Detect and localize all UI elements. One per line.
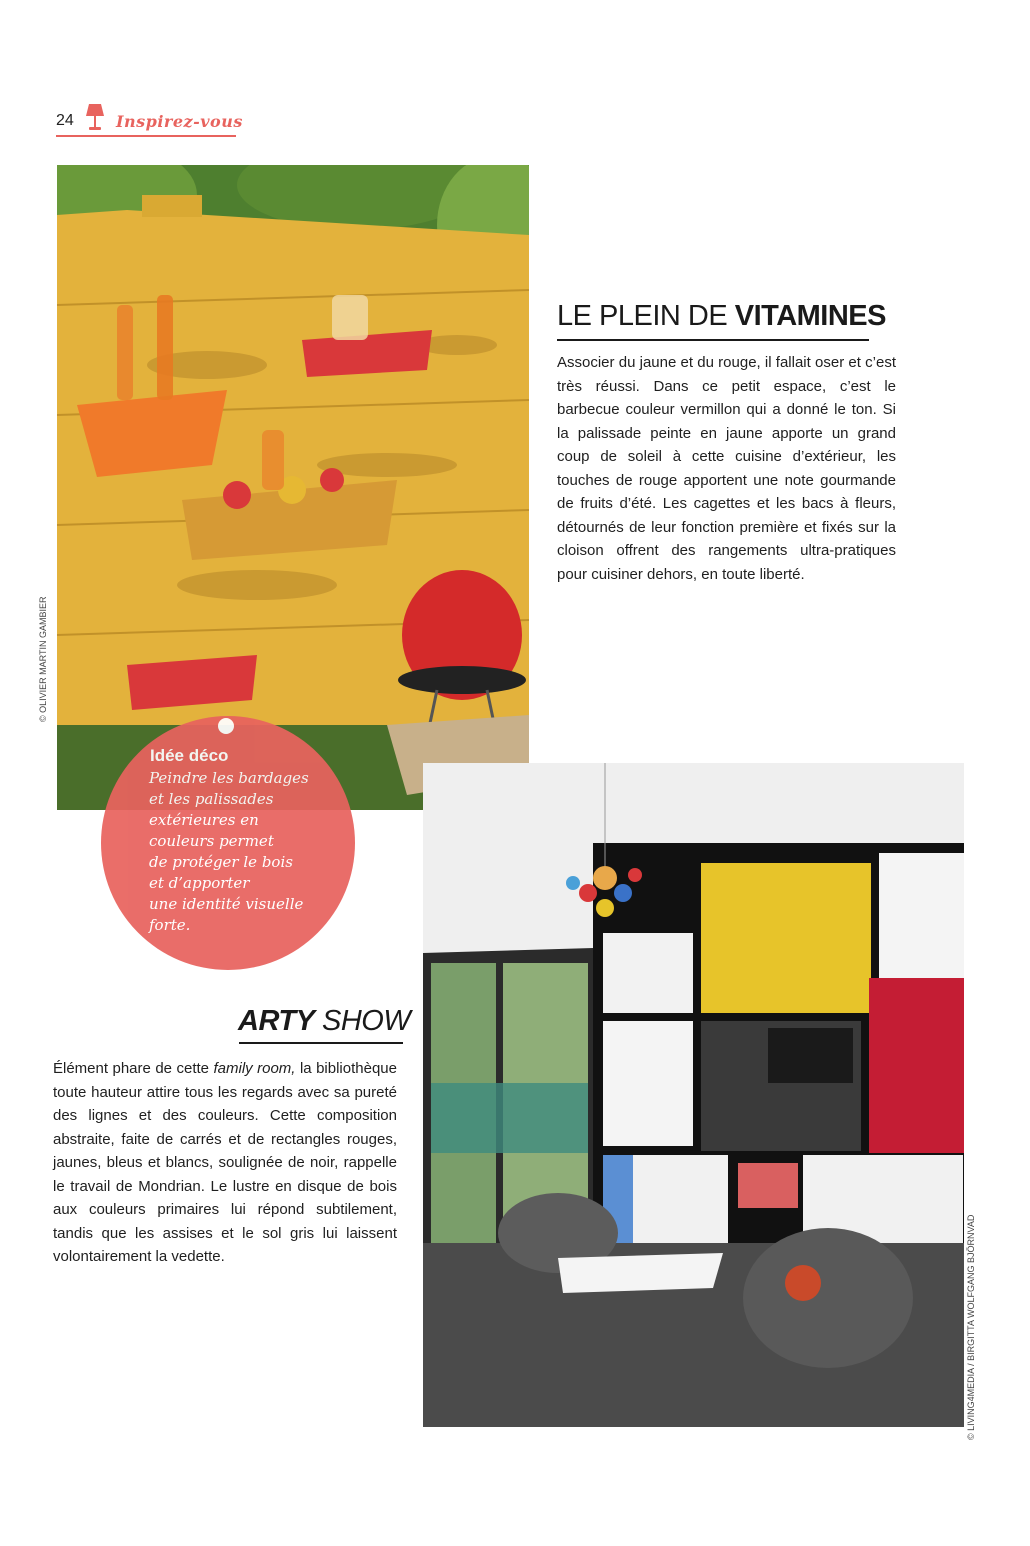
title-light: SHOW xyxy=(314,1005,411,1037)
header-divider xyxy=(56,135,236,137)
section-label: Inspirez-vous xyxy=(116,112,243,131)
idee-deco-callout xyxy=(101,716,355,970)
article-title-vitamines xyxy=(557,300,917,341)
callout-line: forte. xyxy=(149,916,191,934)
article-body-vitamines: Associer du jaune et du rouge, il fallait oser et c’est très réussi. Dans ce petit espace, c’est le barbecue couleur vermillon qui a donné le ton. Si la palissade peinte en jaune apporte un grand coup de soleil à cette cuisine d’extérieur, les touches de rouge apportent une note gourmande de fruits d’été. Les cagettes et les bacs à fleurs, détournés de leur fonction première et fixés sur la cloison offrent des rangements ultra-pratiques pour cuisiner dehors, en toute liberté. xyxy=(557,354,896,583)
photo-credit-room: © LIVING4MEDIA / BIRGITTA WOLFGANG BJÖRNVAD xyxy=(966,1214,976,1440)
lamp-icon xyxy=(84,102,106,132)
page-header xyxy=(56,100,243,140)
title-bold: VITAMINES xyxy=(734,300,886,332)
callout-title: Idée déco xyxy=(150,746,229,765)
article-title-arty-show xyxy=(238,1005,411,1044)
title-underline xyxy=(557,339,869,341)
callout-line: une identité visuelle xyxy=(149,895,304,913)
body-text-italic: family room, xyxy=(213,1060,296,1077)
callout-text xyxy=(149,768,309,936)
callout-line: et les palissades xyxy=(149,790,274,808)
photo-credit-garden: © OLIVIER MARTIN GAMBIER xyxy=(38,596,48,722)
article-body-arty-show xyxy=(53,1057,397,1269)
callout-dot xyxy=(218,718,234,734)
family-room-photo xyxy=(423,763,964,1427)
body-text-end: la bibliothèque toute hauteur attire tous les regards avec sa pureté des lignes et des couleurs. Cette composition abstraite, faite de carrés et de rectangles rouges, jaunes, bleus et blancs, soulignée de noir, rappelle le travail de Mondrian. Le lustre en disque de bois aux couleurs primaires lui répond subtilement, tandis que les assises et le sol gris lui laissent volontairement la vedette. xyxy=(53,1060,397,1265)
title-bold: ARTY xyxy=(238,1005,315,1037)
callout-line: couleurs permet xyxy=(149,832,274,850)
page-number: 24 xyxy=(56,112,74,129)
callout-line: Peindre les bardages xyxy=(149,769,309,787)
callout-line: extérieures en xyxy=(149,811,259,829)
garden-kitchen-photo xyxy=(57,165,529,810)
body-text-start: Élément phare de cette xyxy=(53,1060,214,1077)
callout-line: de protéger le bois xyxy=(149,853,293,871)
title-light: LE PLEIN DE xyxy=(557,300,735,332)
callout-line: et d’apporter xyxy=(149,874,250,892)
title-underline xyxy=(239,1042,403,1044)
